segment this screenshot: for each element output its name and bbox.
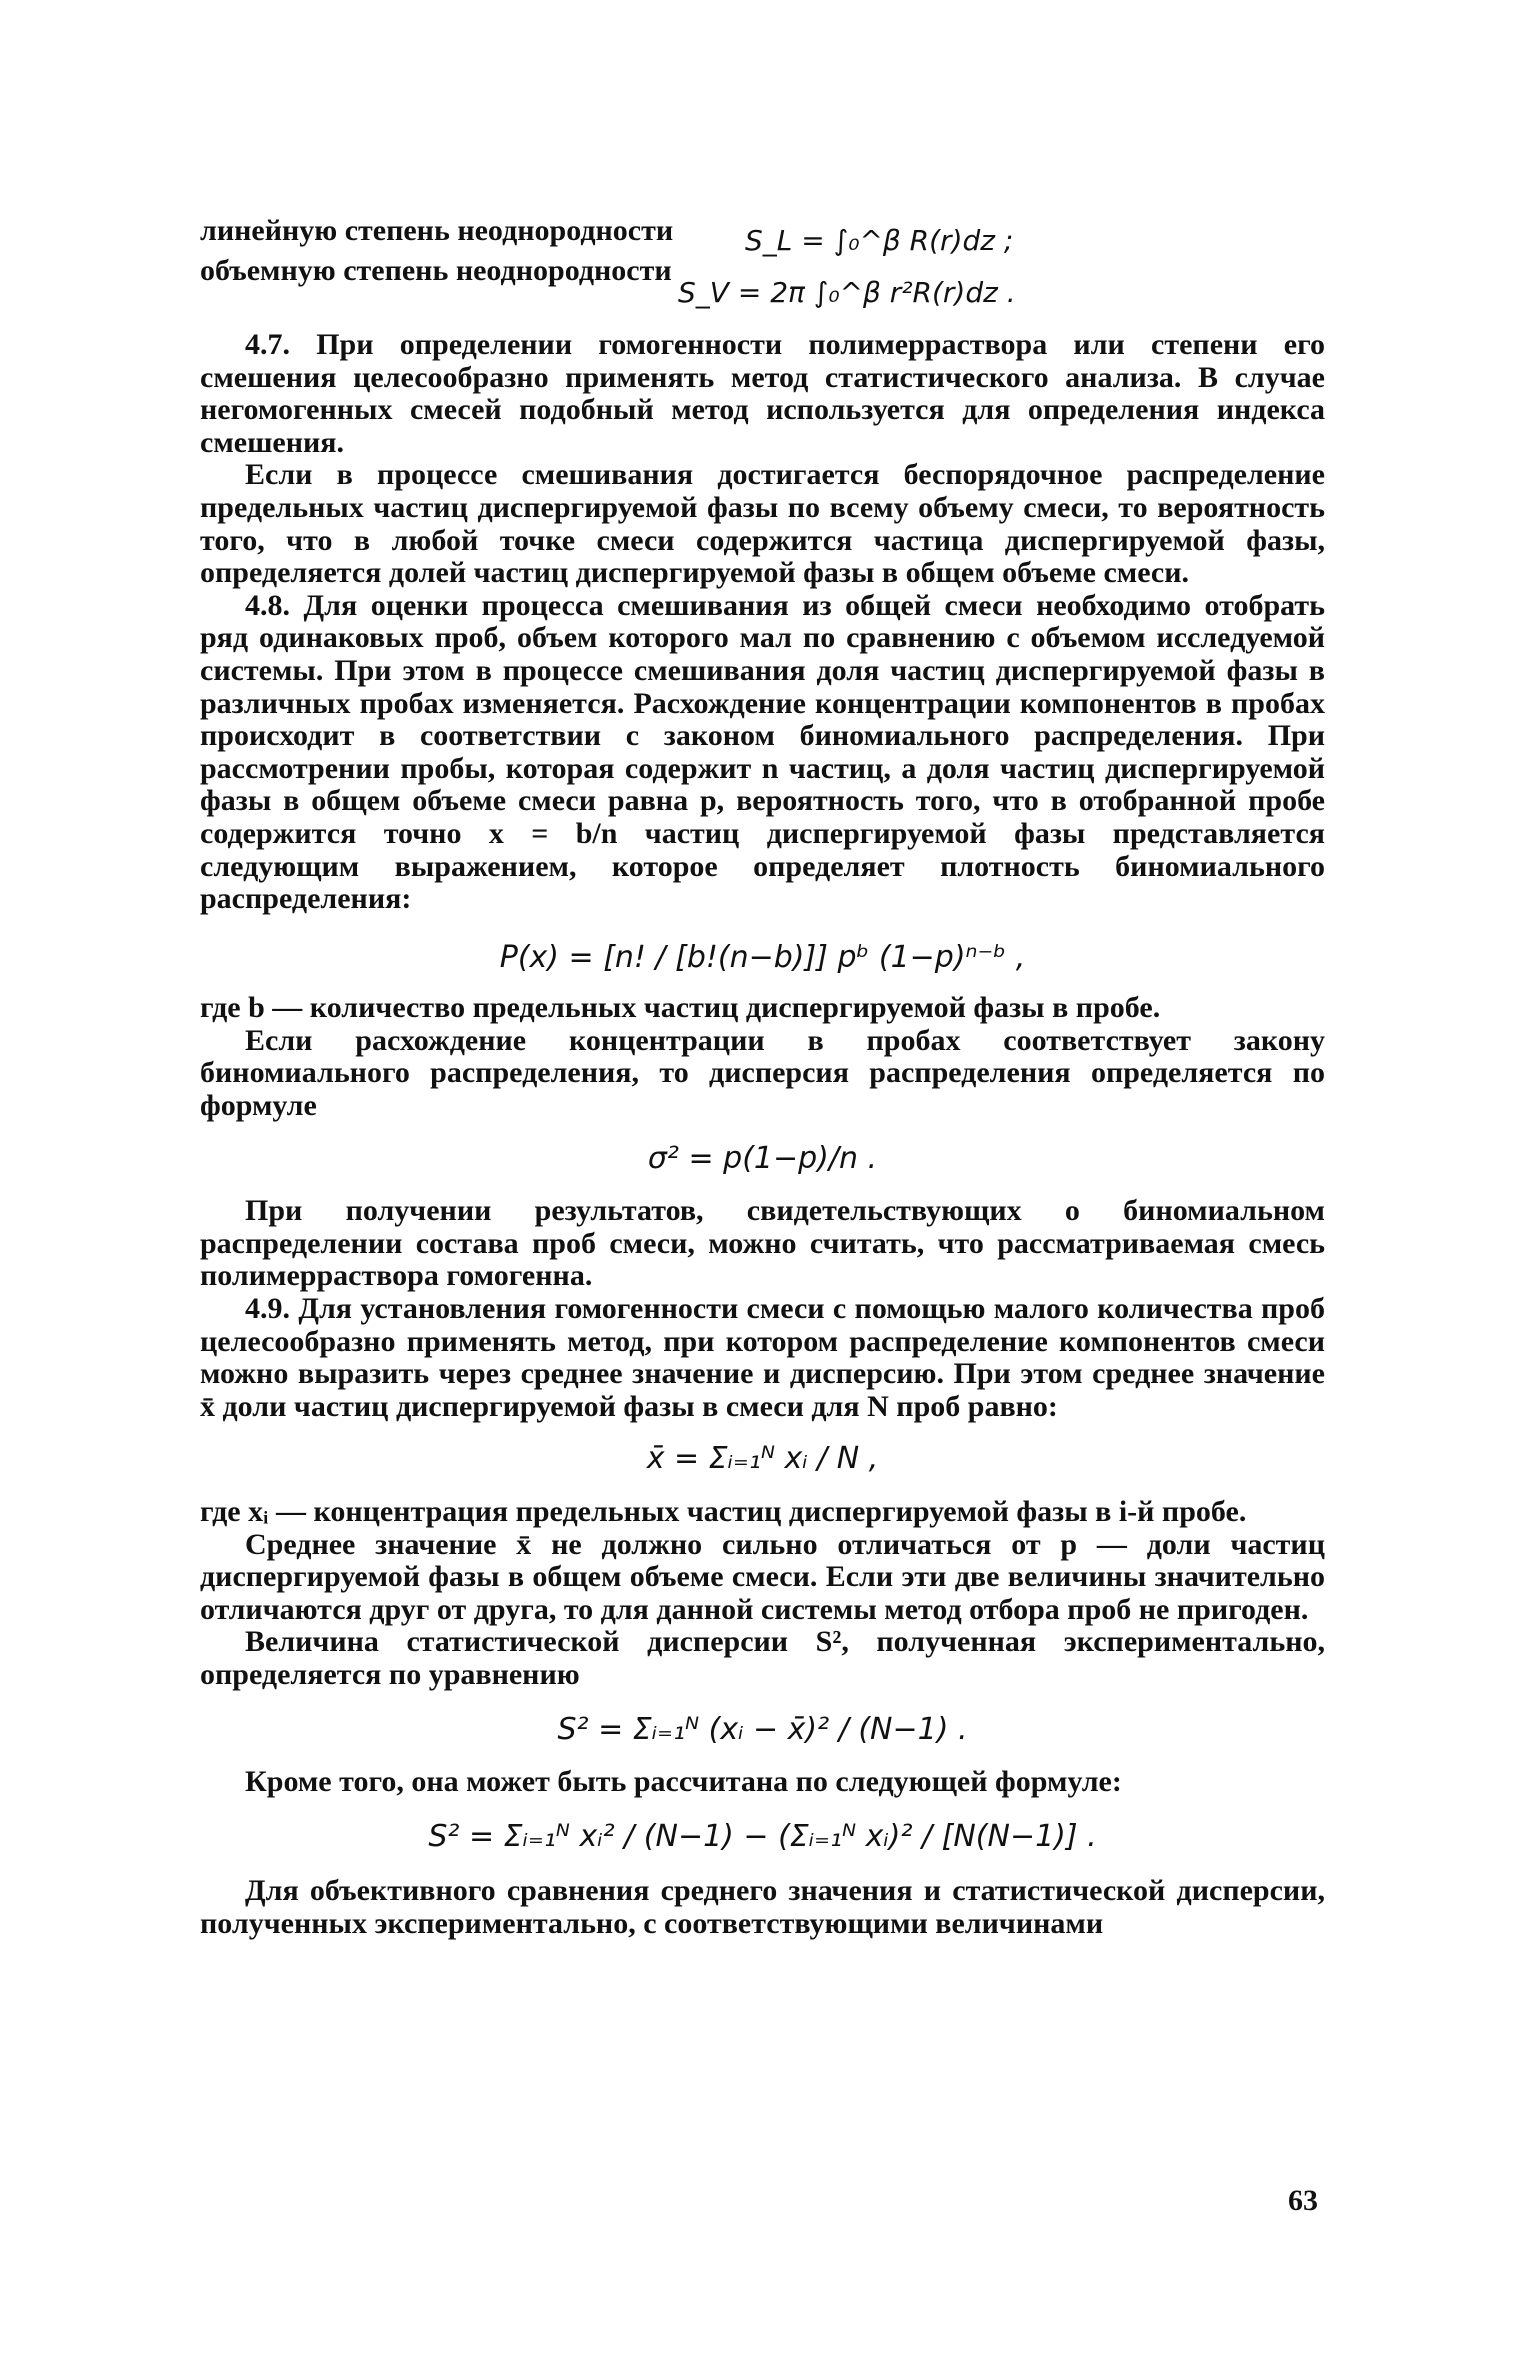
def-volume-formula: S_V = 2π ∫₀^β r²R(r)dz . [678,276,1016,309]
page-number: 63 [1288,2184,1318,2217]
paragraph-alt-formula: Кроме того, она может быть рассчитана по следующей формуле: [245,1765,1122,1799]
paragraph-4-7: 4.7. При определении гомогенности полимерраствора или степени его смешения целесообразно применять метод статистического анализа. В случае негомогенных смесей подобный метод используется для определения индекса смешения. [200,328,1325,459]
paragraph-4-8: 4.8. Для оценки процесса смешивания из общей смеси необходимо отобрать ряд одинаковых проб, объем которого мал по сравнению с объемом исследуемой системы. При этом в процессе смешивания доля частиц диспергируемой фазы в различных пробах изменяется. Расхождение концентрации компонентов в пробах происходит в соответствии с законом биномиального распределения. При рассмотрении пробы, которая содержит n частиц, а доля частиц диспергируемой фазы в общем объеме смеси равна p, вероятность того, что в отобранной пробе содержится точно x = b/n частиц диспергируемой фазы представляется следующим выражением, которое определяет плотность биномиального распределения: [200,588,1325,916]
def-linear [200,214,1325,257]
def-volume [200,249,1325,307]
def-linear-formula: S_L = ∫₀^β R(r)dz ; [745,224,1014,257]
formula-variance: σ² = p(1−p)/n . [647,1140,878,1176]
formula-stat-var-2: S² = Σᵢ₌₁ᴺ xᵢ² / (N−1) − (Σᵢ₌₁ᴺ xᵢ)² / [N(N−1)] . [428,1818,1097,1854]
formula-mean: x̄ = Σᵢ₌₁ᴺ xᵢ / N , [646,1441,879,1477]
paragraph-mean-check: Среднее значение x̄ не должно сильно отличаться от p — доли частиц диспергируемой фазы в общем объеме смеси. Если эти две величины значительно отличаются друг от друга, то для данной системы метод отбора проб не пригоден. [200,1527,1325,1626]
paragraph-comparison: Для объективного сравнения среднего значения и статистической дисперсии, полученных экспериментально, с соответствующими величинами [200,1874,1325,1940]
paragraph-4-7-random: Если в процессе смешивания достигается беспорядочное распределение предельных частиц диспергируемой фазы по всему объему смеси, то вероятность того, что в любой точке смеси содержится частица диспергируемой фазы, определяется долей частиц диспергируемой фазы в общем объеме смеси. [200,458,1325,590]
paragraph-variance-intro: Если расхождение концентрации в пробах соответствует закону биномиального распределения, то дисперсия распределения определяется по формуле [200,1023,1325,1123]
paragraph-4-9: 4.9. Для установления гомогенности смеси с помощью малого количества проб целесообразно применять метод, при котором распределение компонентов смеси можно выразить через среднее значение и дисперсию. При этом среднее значение x̄ доли частиц диспергируемой фазы в смеси для N проб равно: [200,1292,1325,1423]
formula-binomial: P(x) = [n! / [b!(n−b)]] pᵇ (1−p)ⁿ⁻ᵇ , [499,939,1026,975]
def-linear-label: линейную степень неоднородности [200,214,674,247]
formula-stat-var-1: S² = Σᵢ₌₁ᴺ (xᵢ − x̄)² / (N−1) . [557,1711,968,1747]
paragraph-stat-dispersion: Величина статистической дисперсии S², полученная экспериментально, определяется по уравнению [200,1625,1325,1691]
paragraph-homogeneous: При получении результатов, свидетельствующих о биномиальном распределении состава проб смеси, можно считать, что рассматриваемая смесь полимерраствора гомогенна. [200,1194,1325,1293]
def-volume-label: объемную степень неоднородности [200,254,672,287]
page-body [200,215,1325,1941]
where-b-definition: где b — количество предельных частиц диспергируемой фазы в пробе. [200,991,1161,1025]
where-x-i-definition: где xᵢ — концентрация предельных частиц диспергируемой фазы в i-й пробе. [200,1495,1247,1528]
